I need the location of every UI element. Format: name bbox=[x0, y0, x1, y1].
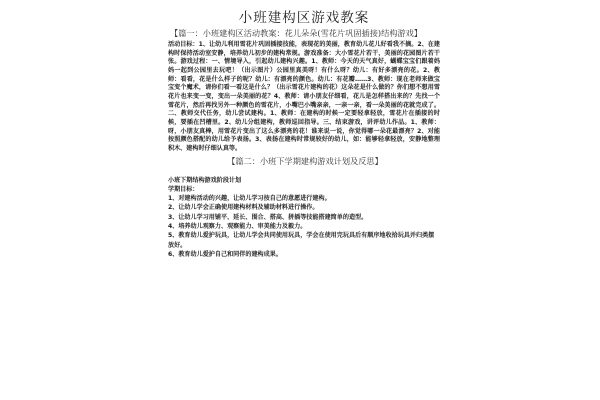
plan-title: 小班下期结构游戏阶段计划 bbox=[168, 176, 242, 184]
plan-goal-label: 学期目标： bbox=[168, 185, 199, 193]
plan-item: 6、教育幼儿爱护自己和同伴的建构成果。 bbox=[168, 250, 282, 258]
plan-block bbox=[168, 176, 440, 260]
plan-item: 3、让幼儿学习用铺平、延长、围合、搭高、拼插等技能搭建简单的造型。 bbox=[168, 213, 368, 221]
section2-heading: 【篇二：小班下学期建构游戏计划及反思】 bbox=[227, 155, 383, 166]
plan-item: 5、教育幼儿爱护玩具，让幼儿学会共同使用玩具，学会在使用完玩具后有顺序地收拾玩具并归类摆放好。 bbox=[168, 232, 435, 249]
section1-heading: 【篇一：小班建构区活动教案：花儿朵朵(雪花片巩固插接)结构游戏】 bbox=[170, 28, 423, 38]
section1-body: 活动目标：1、让幼儿利用雪花片巩固插接技能，表现花的美丽，教育幼儿花儿好看我不摘。2、在建构时保持活动室安静，培养幼儿初步的建构常规。游戏准备：大小雪花片若干，美丽的花园图片若干张。游戏过程：一、情境导入，引起幼儿建构兴趣。1、教师：今天的天气真好，蝴蝶宝宝们跟着妈妈一起到公园里去玩吧！（出示图片）公园里真美呀！有什么呀？幼儿：有好多漂亮的花。2、教师：看看，花是什么样子的呢？幼儿：有漂亮的颜色。幼儿：有花瓣……3、教师：现在老师来做宝宝变个魔术，请你们看一看这是什么？（出示雪花片建构的花）这朵花是什么做的？你们想不想用雪花片也来变一变，变出一朵美丽的花？4、教师：请小朋友仔细看，花儿是怎样搭出来的？先找一个雪花片，然后再找另外一种颜色的雪花片，小嘴巴小嘴亲亲，一亲一亲，看一朵美丽的花就完成了。二、教师交代任务，幼儿尝试建构。1、教师：在建构的时候一定要轻拿轻放，雪花片在插接的时候，要插在凹槽里。2、幼儿分组建构，教师巡回指导。三、结束游戏，讲评幼儿作品。1、教师：呀，小朋友真棒，用雪花片变出了这么多漂亮的花！谁来说一说，你觉得哪一朵花最漂亮？2、对能按照颜色搭配的幼儿给予表扬。3、表扬在建构时常规较好的幼儿，如：能够轻拿轻放，安静地整理积木、建构时仔细认真等。 bbox=[168, 41, 440, 152]
document-title: 小班建构区游戏教案 bbox=[238, 10, 370, 26]
plan-item: 2、让幼儿学会正确使用建构材料及辅助材料进行操作。 bbox=[168, 204, 319, 212]
document-page bbox=[168, 6, 440, 259]
plan-item: 1、对建构活动的兴趣，让幼儿学习按自己的意愿进行建构。 bbox=[168, 195, 331, 203]
plan-item: 4、培养幼儿观察力、观察能力、审美能力及毅力。 bbox=[168, 223, 307, 231]
